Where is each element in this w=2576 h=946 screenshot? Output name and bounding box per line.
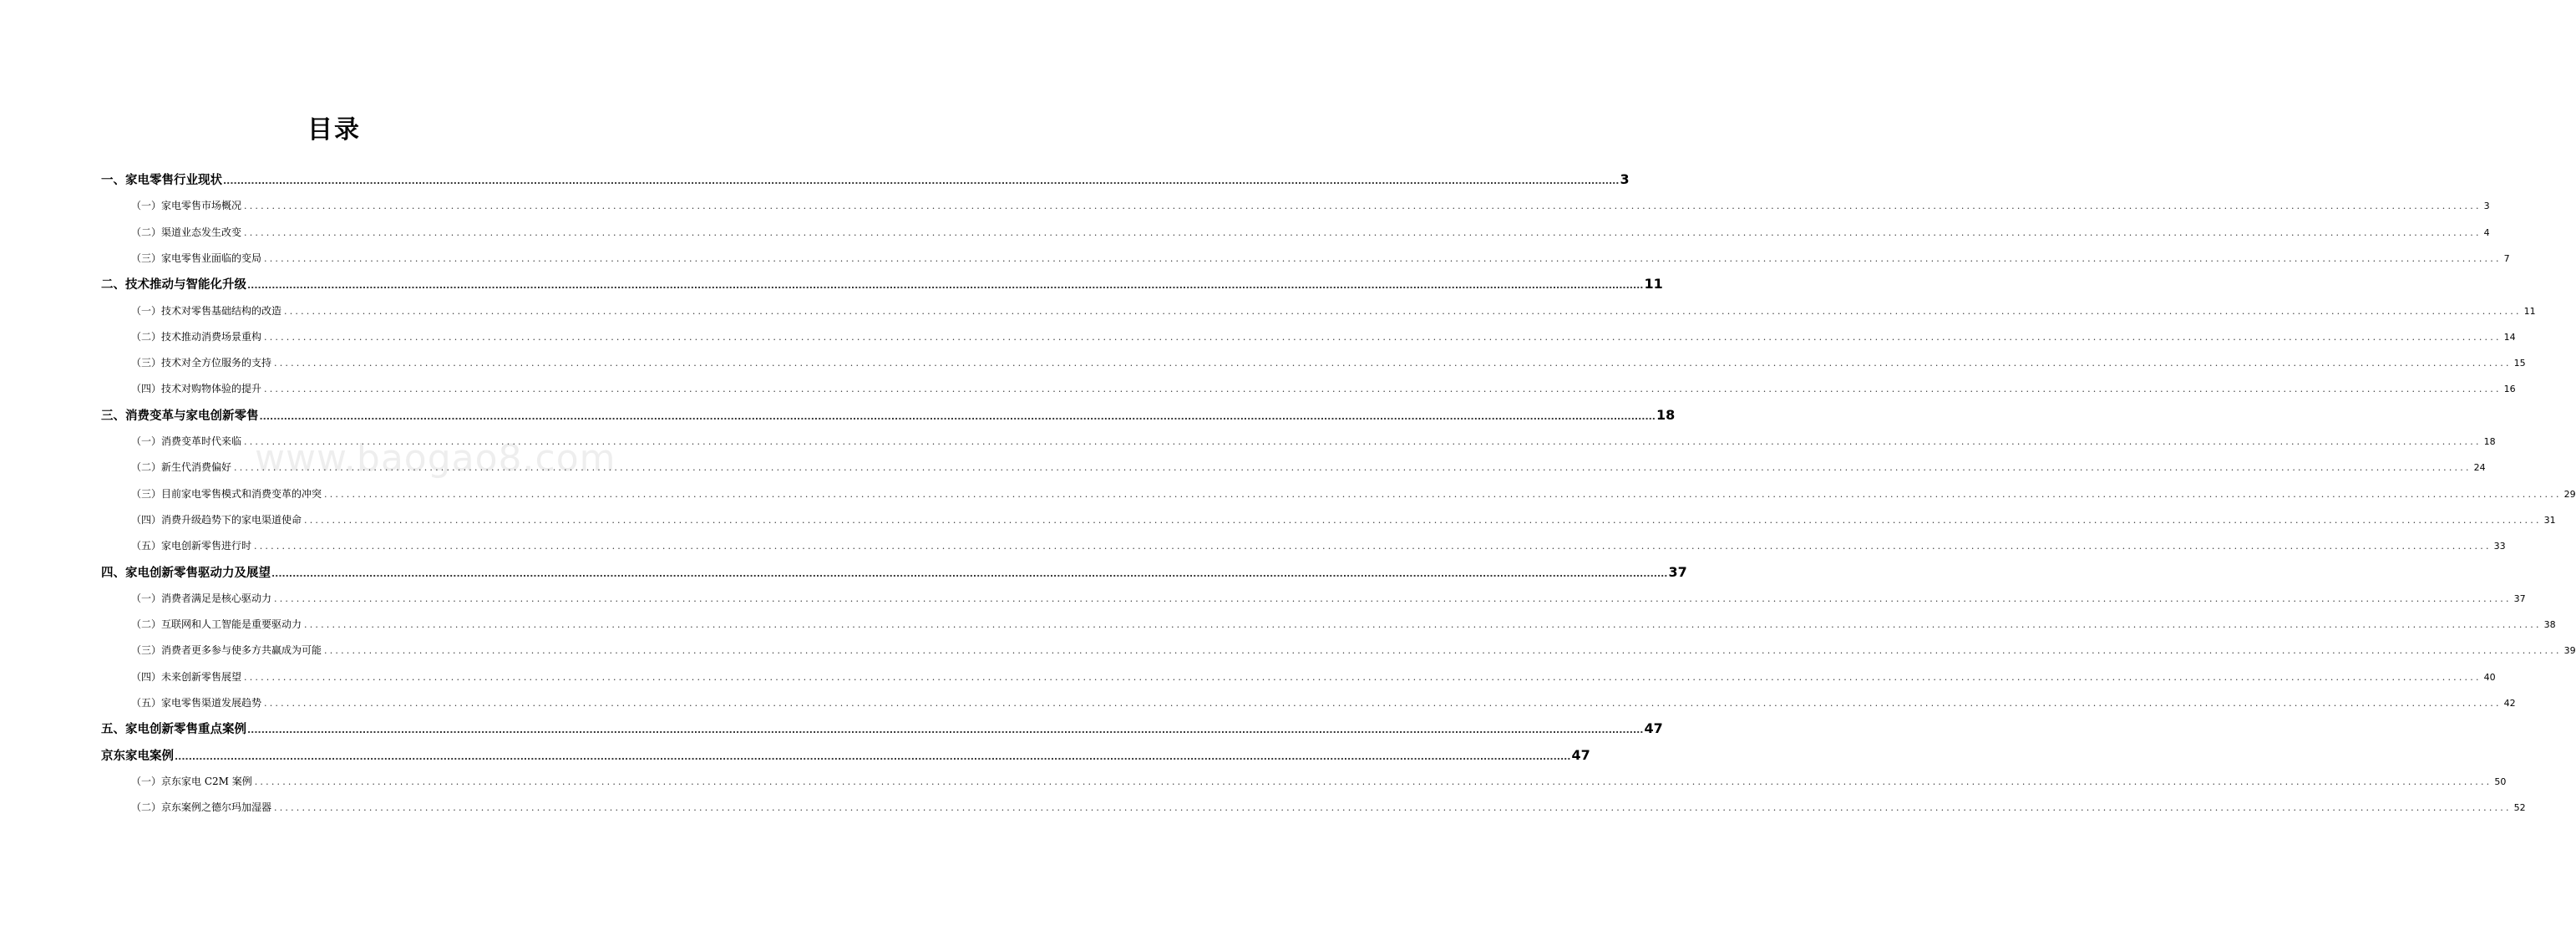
toc-page-number: 39 <box>2563 645 2576 656</box>
toc-dot-leader: ................................................................................................................................................................................................................................................................................................................................................................................................................ <box>264 253 2502 264</box>
toc-section-entry[interactable] <box>131 616 2556 633</box>
toc-section-entry[interactable] <box>131 590 2526 607</box>
toc-dot-leader: ................................................................................................................................................................................................................................................................................................................................................................................................................ <box>223 175 1620 186</box>
toc-entry-label: （五）家电零售渠道发展趋势 <box>131 697 262 709</box>
toc-entry-label: （一）消费变革时代来临 <box>131 435 242 447</box>
toc-entry-label: （一）京东家电 C2M 案例 <box>131 776 252 787</box>
toc-chapter-entry[interactable] <box>101 171 1630 188</box>
toc-entry-label: （二）技术推动消费场景重构 <box>131 331 262 343</box>
toc-entry-label: （三）家电零售业面临的变局 <box>131 252 262 264</box>
toc-chapter-entry[interactable] <box>101 564 1687 581</box>
toc-dot-leader: ................................................................................................................................................................................................................................................................................................................................................................................................................ <box>304 619 2542 630</box>
toc-entry-label: （二）渠道业态发生改变 <box>131 226 242 238</box>
toc-entry-label: 一、家电零售行业现状 <box>101 174 222 187</box>
toc-page-number: 3 <box>1620 171 1630 187</box>
toc-section-entry[interactable] <box>131 642 2576 659</box>
toc-section-entry[interactable] <box>131 380 2516 397</box>
toc-entry-label: （三）技术对全方位服务的支持 <box>131 357 272 369</box>
toc-entry-label: （一）消费者满足是核心驱动力 <box>131 593 272 604</box>
toc-chapter-entry[interactable] <box>101 720 1663 737</box>
toc-entry-label: （四）消费升级趋势下的家电渠道使命 <box>131 514 302 526</box>
toc-section-entry[interactable] <box>131 303 2536 319</box>
toc-entry-label: （一）技术对零售基础结构的改造 <box>131 305 282 317</box>
toc-dot-leader: ................................................................................................................................................................................................................................................................................................................................................................................................................ <box>284 306 2522 317</box>
toc-section-entry[interactable] <box>131 694 2516 711</box>
toc-section-entry[interactable] <box>131 773 2507 790</box>
toc-dot-leader: ................................................................................................................................................................................................................................................................................................................................................................................................................ <box>244 436 2482 447</box>
toc-dot-leader: ................................................................................................................................................................................................................................................................................................................................................................................................................ <box>254 776 2492 787</box>
toc-entry-label: 五、家电创新零售重点案例 <box>101 723 246 736</box>
toc-section-entry[interactable] <box>131 486 2576 502</box>
toc-dot-leader: ................................................................................................................................................................................................................................................................................................................................................................................................................ <box>264 698 2502 709</box>
toc-page-number: 15 <box>2513 358 2526 369</box>
toc-dot-leader: ................................................................................................................................................................................................................................................................................................................................................................................................................ <box>264 384 2502 394</box>
toc-chapter-entry[interactable] <box>101 407 1676 424</box>
toc-page-number: 50 <box>2494 776 2507 787</box>
toc-page-number: 11 <box>1644 276 1663 292</box>
toc-section-entry[interactable] <box>131 537 2506 554</box>
toc-entry-label: 二、技术推动与智能化升级 <box>101 278 246 292</box>
toc-dot-leader: ................................................................................................................................................................................................................................................................................................................................................................................................................ <box>324 489 2562 500</box>
toc-section-entry[interactable] <box>131 197 2490 214</box>
toc-page-number: 37 <box>1668 564 1687 580</box>
toc-page-number: 37 <box>2513 593 2526 604</box>
toc-entry-label: （二）新生代消费偏好 <box>131 461 232 473</box>
toc-page-number: 16 <box>2503 384 2516 394</box>
watermark: www.baogao8.com <box>255 437 616 480</box>
toc-section-entry[interactable] <box>131 250 2510 267</box>
toc-entry-label: 京东家电案例 <box>101 750 174 763</box>
toc-entry-label: 四、家电创新零售驱动力及展望 <box>101 567 271 580</box>
toc-section-entry[interactable] <box>131 433 2496 450</box>
toc-section-entry[interactable] <box>131 459 2486 476</box>
toc-page-number: 11 <box>2523 306 2536 317</box>
toc-page-number: 18 <box>1656 407 1676 423</box>
toc-dot-leader: ................................................................................................................................................................................................................................................................................................................................................................................................................ <box>264 332 2502 343</box>
toc-dot-leader: ................................................................................................................................................................................................................................................................................................................................................................................................................ <box>271 568 1668 579</box>
toc-page-number: 29 <box>2563 489 2576 500</box>
toc-page-number: 24 <box>2473 462 2486 473</box>
toc-page-number: 4 <box>2483 227 2490 238</box>
toc-page-number: 40 <box>2483 672 2496 683</box>
toc-page-number: 18 <box>2483 436 2496 447</box>
toc-entry-label: （四）技术对购物体验的提升 <box>131 383 262 394</box>
toc-section-entry[interactable] <box>131 328 2516 345</box>
toc-section-entry[interactable] <box>131 669 2496 685</box>
toc-dot-leader: ................................................................................................................................................................................................................................................................................................................................................................................................................ <box>244 227 2482 238</box>
toc-dot-leader: ................................................................................................................................................................................................................................................................................................................................................................................................................ <box>274 802 2512 813</box>
toc-entry-label: 三、消费变革与家电创新零售 <box>101 409 259 423</box>
toc-dot-leader: ................................................................................................................................................................................................................................................................................................................................................................................................................ <box>247 725 1644 735</box>
toc-dot-leader: ................................................................................................................................................................................................................................................................................................................................................................................................................ <box>247 280 1644 291</box>
toc-section-entry[interactable] <box>131 354 2526 371</box>
toc-page-number: 3 <box>2483 201 2490 211</box>
toc-entry-label: （一）家电零售市场概况 <box>131 200 242 211</box>
toc-entry-label: （二）京东案例之德尔玛加湿器 <box>131 801 272 813</box>
toc-section-entry[interactable] <box>131 511 2556 528</box>
toc-dot-leader: ................................................................................................................................................................................................................................................................................................................................................................................................................ <box>304 515 2542 526</box>
toc-dot-leader: ................................................................................................................................................................................................................................................................................................................................................................................................................ <box>244 672 2482 683</box>
toc-page-number: 31 <box>2543 515 2556 526</box>
toc-page-number: 33 <box>2493 541 2506 552</box>
toc-page-number: 14 <box>2503 332 2516 343</box>
toc-dot-leader: ................................................................................................................................................................................................................................................................................................................................................................................................................ <box>175 751 1571 762</box>
toc-entry-label: （二）互联网和人工智能是重要驱动力 <box>131 618 302 630</box>
toc-dot-leader: ................................................................................................................................................................................................................................................................................................................................................................................................................ <box>244 201 2482 211</box>
page-title: 目录 <box>307 115 361 145</box>
toc-entry-label: （四）未来创新零售展望 <box>131 671 242 683</box>
toc-page-number: 47 <box>1644 720 1663 736</box>
toc-entry-label: （五）家电创新零售进行时 <box>131 540 252 552</box>
toc-section-entry[interactable] <box>131 799 2526 816</box>
toc-dot-leader: ................................................................................................................................................................................................................................................................................................................................................................................................................ <box>274 593 2512 604</box>
toc-dot-leader: ................................................................................................................................................................................................................................................................................................................................................................................................................ <box>234 462 2472 473</box>
toc-dot-leader: ................................................................................................................................................................................................................................................................................................................................................................................................................ <box>324 645 2562 656</box>
toc-page-number: 38 <box>2543 619 2556 630</box>
toc-entry-label: （三）目前家电零售模式和消费变革的冲突 <box>131 488 322 500</box>
toc-page-number: 52 <box>2513 802 2526 813</box>
toc-page-number: 47 <box>1571 747 1590 763</box>
toc-entry-label: （三）消费者更多参与使多方共赢成为可能 <box>131 644 322 656</box>
toc-dot-leader: ................................................................................................................................................................................................................................................................................................................................................................................................................ <box>254 541 2492 552</box>
toc-dot-leader: ................................................................................................................................................................................................................................................................................................................................................................................................................ <box>274 358 2512 369</box>
toc-section-entry[interactable] <box>131 224 2490 241</box>
toc-chapter-entry[interactable] <box>101 747 1590 764</box>
toc-page-number: 42 <box>2503 698 2516 709</box>
toc-dot-leader: ................................................................................................................................................................................................................................................................................................................................................................................................................ <box>259 411 1656 422</box>
toc-chapter-entry[interactable] <box>101 276 1663 292</box>
toc-page-number: 7 <box>2503 253 2510 264</box>
